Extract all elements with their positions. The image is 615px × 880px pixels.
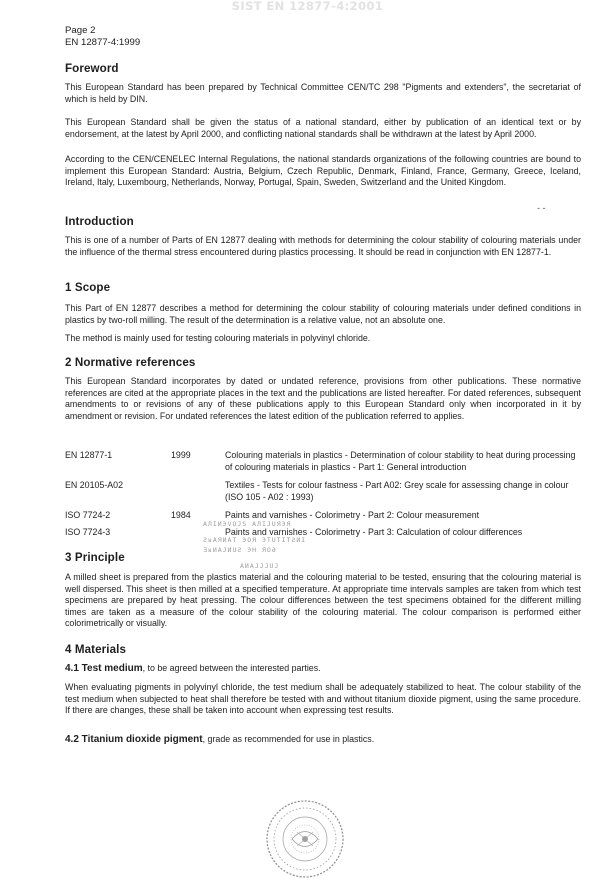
reference-code: ISO 7724-3	[65, 527, 111, 537]
stamp-impression: АЛІИЭVОJЅ АЛІЈUЯЭЯ	[203, 520, 292, 528]
item-text: , to be agreed between the interested parties.	[142, 663, 321, 673]
reference-title: Paints and varnishes - Colorimetry - Part 2: Colour measurement	[225, 510, 480, 520]
library-seal-icon	[264, 798, 346, 880]
reference-year: 1984	[171, 510, 191, 520]
principle-para: A milled sheet is prepared from the plastics material and the colouring material to be tested, ensuring that the colouring material is well dispersed. This sheet is then milled at a specified temperature. At appropriate time intervals samples are taken from which test specimens are prepared by heat pressing. The colour differences between the test specimens obtained for the different milling times are taken as a measure of the colour stability of the colouring material. The colour comparison is performed either colorimetrically or visually.	[65, 572, 581, 629]
foreword-heading: Foreword	[65, 62, 119, 75]
foreword-para-2: This European Standard shall be given the status of a national standard, either by publication of an identical text or by endorsement, at the latest by April 2000, and conflicting national standards shall be withdrawn at the latest by April 2000.	[65, 117, 581, 139]
watermark: SIST EN 12877-4:2001	[231, 0, 384, 13]
reference-title: Paints and varnishes - Colorimetry - Part 3: Calculation of colour differences	[225, 527, 523, 537]
page-header	[65, 25, 140, 49]
foreword-para-3: According to the CEN/CENELEC Internal Regulations, the national standards organizations of the following countries are bound to implement this European Standard: Austria, Belgium, Czech Republic, Denmark, Finland, France, Germany, Greece, Iceland, Ireland, Italy, Luxembourg, Netherlands, Norway, Portugal, Spain, Sweden, Switzerland and the United Kingdom.	[65, 154, 581, 188]
reference-year: 1999	[171, 450, 191, 460]
normative-para: This European Standard incorporates by dated or undated reference, provisions from other publications. These normative references are cited at the appropriate places in the text and the publications are listed hereafter. For dated references, subsequent amendments to or revisions of any of these publications apply to this European Standard only when incorporated in it by amendment or revision. For undated references the latest edition of the publication referred to applies.	[65, 376, 581, 421]
reference-code: ISO 7724-2	[65, 510, 111, 520]
stamp-impression: ƧᴚАЯИАТ ЭОЯ ЭТUТIТƧИI	[203, 536, 307, 544]
item-label: 4.2 Titanium dioxide pigment	[65, 734, 203, 745]
introduction-para: This is one of a number of Parts of EN 12877 dealing with methods for determining the colour stability of colouring materials under the influence of the thermal stress encountered during plastics processing. It should be read in conjunction with EN 12877-1.	[65, 235, 581, 257]
standard-number: EN 12877-4:1999	[65, 37, 141, 48]
scope-para-2: The method is mainly used for testing colouring materials in polyvinyl chloride.	[65, 333, 371, 343]
reference-title: Textiles - Tests for colour fastness - Part A02: Grey scale for assessing change in colour (ISO 105 - A02 : 1993)	[225, 480, 569, 502]
normative-heading: 2 Normative references	[65, 356, 196, 369]
foreword-para-1: This European Standard has been prepared by Technical Committee CEN/TC 298 "Pigments and extenders", the secretariat of which is held by DIN.	[65, 82, 581, 104]
stray-mark: - -	[537, 203, 546, 213]
materials-heading: 4 Materials	[65, 643, 127, 656]
scope-heading: 1 Scope	[65, 281, 111, 294]
materials-item-4-2	[65, 734, 581, 746]
materials-para: When evaluating pigments in polyvinyl chloride, the test medium shall be adequately stabilized to heat. The colour stability of the test medium when subjected to heat shall therefore be tested with and without titanium dioxide pigment, using the same procedure. If there are changes, these shall be taken into account when expressing test results.	[65, 682, 581, 716]
page-number: Page 2	[65, 25, 96, 36]
scope-para-1: This Part of EN 12877 describes a method for determining the colour stability of colouring materials under defined conditions in plastics by two-roll milling. The result of the determination is a relative value, not an absolute one.	[65, 303, 581, 325]
reference-code: EN 20105-A02	[65, 480, 124, 490]
item-label: 4.1 Test medium	[65, 663, 143, 674]
materials-item-4-1	[65, 663, 581, 675]
stamp-impression: АИАЈЈЈUЈ	[240, 562, 280, 570]
principle-heading: 3 Principle	[65, 551, 125, 564]
reference-code: EN 12877-1	[65, 450, 113, 460]
stamp-impression: ƎᴚИAJИUƧ ЭH ЯOƏ	[203, 546, 277, 554]
reference-title: Colouring materials in plastics - Determination of colour stability to heat during processing of colouring materials in plastics - Part 1: General introduction	[225, 450, 576, 472]
item-text: , grade as recommended for use in plastics.	[202, 734, 375, 744]
introduction-heading: Introduction	[65, 215, 134, 228]
